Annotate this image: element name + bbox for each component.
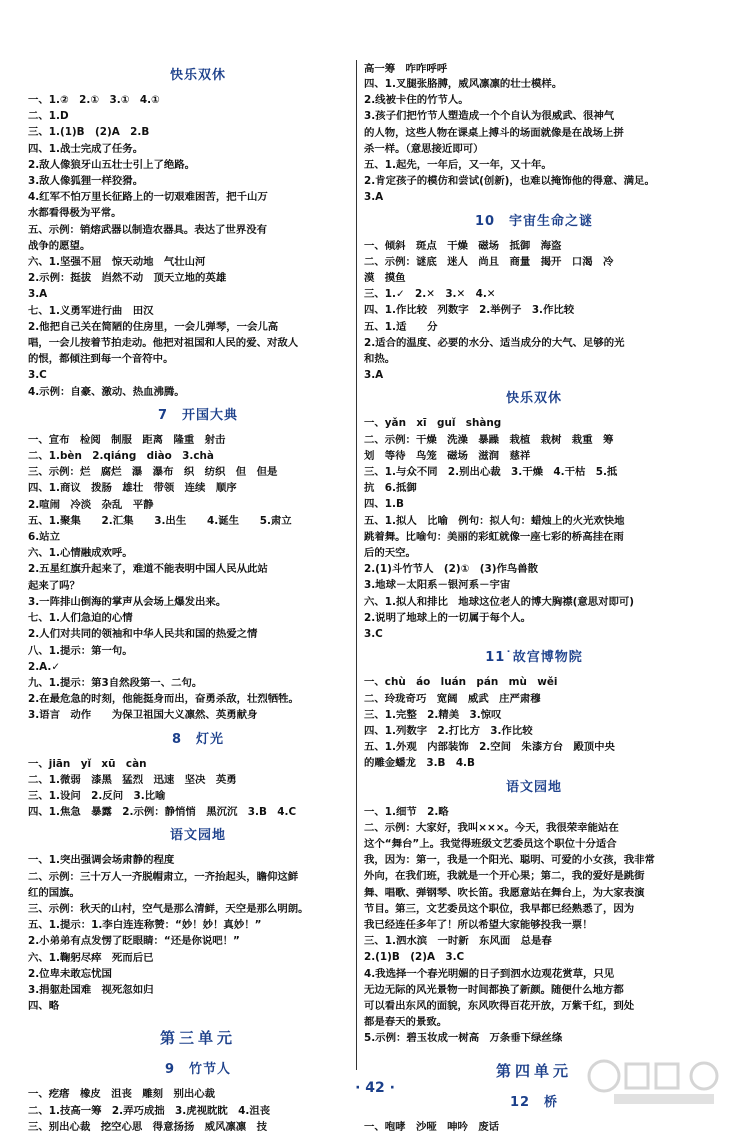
answer-line: 九、1.提示：第3自然段第一、二句。 [28, 676, 203, 689]
answer-line: 一、宣布 检阅 制服 距离 隆重 射击 [28, 433, 226, 446]
answer-line: 2.肯定孩子的模仿和尝试(创新)，也难以掩饰他的得意、满足。 [364, 175, 655, 188]
answer-line: 3.C [28, 369, 47, 382]
answer-line: 一、倾斜 斑点 干燥 磁场 抵御 海盗 [364, 239, 562, 252]
right-column [364, 76, 704, 1135]
answer-line: 水都看得极为平常。 [28, 207, 122, 220]
section-title: 7 开国大典 [157, 407, 239, 423]
answer-line: 四、1.B [364, 498, 404, 511]
answer-line: 的恨，都倾注到每一个音符中。 [28, 353, 174, 366]
unit-title: 第三单元 [159, 1029, 236, 1048]
answer-line: 五、1.拟人 比喻 例句：拟人句：蜡烛上的火光欢快地 [364, 514, 625, 527]
answer-line: 八、1.提示：第一句。 [28, 644, 133, 657]
answer-line: 二、玲珑奇巧 宽阔 威武 庄严肃穆 [364, 692, 541, 705]
answer-line: 跳着舞。比喻句：美丽的彩虹就像一座七彩的桥高挂在雨 [364, 530, 624, 543]
answer-line: 4.红军不怕万里长征路上的一切艰难困苦，把千山万 [28, 191, 268, 204]
answer-line: 二、1.D [28, 110, 69, 123]
answer-line: 和热。 [364, 353, 396, 366]
answer-line: 抗 6.抵御 [364, 482, 417, 495]
answer-line: 都是春天的景致。 [364, 1016, 448, 1029]
answer-line: 二、示例：三十万人一齐脱帽肃立，一齐抬起头，瞻仰这鲜 [28, 870, 299, 883]
answer-line: 三、1.✓ 2.✕ 3.✕ 4.✕ [364, 288, 496, 301]
answer-line: 2.位卑未敢忘忧国 [28, 967, 112, 980]
answer-line: 三、示例：秋天的山村，空气是那么清鲜，天空是那么明朗。 [28, 902, 309, 915]
answer-line: 一、1.突出强调会场肃静的程度 [28, 854, 175, 867]
answer-line: 我，因为：第一，我是一个阳光、聪明、可爱的小女孩，我非常 [364, 854, 655, 867]
answer-line: 二、示例：大家好，我叫×××。今天，我很荣幸能站在 [364, 821, 619, 834]
section-title: 语文园地 [505, 779, 562, 795]
answer-line: 一、1.细节 2.略 [364, 805, 449, 818]
answer-line: 3.地球－太阳系－银河系－宇宙 [364, 579, 511, 592]
answer-line: 六、1.鞠躬尽瘁 死而后已 [28, 951, 154, 964]
answer-line: 六、1.坚强不屈 惊天动地 气壮山河 [28, 256, 206, 269]
answer-line: 2.适合的温度、必要的水分、适当成分的大气、足够的光 [364, 336, 625, 349]
answer-line: 二、1.bèn 2.qiáng diào 3.chà [28, 450, 214, 463]
answer-line: 五、1.适 分 [364, 320, 438, 333]
answer-line: 二、示例：干燥 洗澡 暴躁 栽植 栽树 栽重 筹 [364, 433, 614, 446]
answer-line: 4.示例：自豪、激动、热血沸腾。 [28, 385, 185, 398]
answer-line: 一、疙瘩 橡皮 沮丧 雕刻 别出心裁 [28, 1088, 216, 1101]
answer-line: 七、1.义勇军进行曲 田汉 [28, 304, 154, 317]
answer-line: 一、咆哮 沙哑 呻吟 废话 [364, 1120, 500, 1133]
answer-line: 3.孩子们把竹节人塑造成一个个自认为很威武、很神气 [364, 110, 615, 123]
answer-line: 五、1.聚集 2.汇集 3.出生 4.诞生 5.肃立 [28, 514, 292, 527]
answer-line: 2.示例：挺拔 岿然不动 顶天立地的英雄 [28, 272, 227, 285]
answer-line: 战争的愿望。 [28, 239, 91, 252]
answer-line: 一、1.② 2.① 3.① 4.① [28, 94, 160, 106]
answer-line: 红的国旗。 [28, 886, 80, 899]
section-title: 快乐双休 [505, 391, 562, 407]
section-title: 快乐双休 [169, 68, 226, 83]
answer-line: 一、yǎn xī guǐ shàng [364, 417, 502, 430]
answer-line: 3.一阵排山倒海的掌声从会场上爆发出来。 [28, 595, 227, 608]
answer-line: 2.人们对共同的领袖和中华人民共和国的热爱之情 [28, 628, 258, 641]
answer-line: 三、1.与众不同 2.别出心裁 3.干燥 4.干枯 5.抵 [364, 466, 618, 479]
answer-line: 四、1.作比较 列数字 2.举例子 3.作比较 [364, 304, 575, 317]
answer-line: 2.他把自己关在简陋的住房里，一会儿弹琴，一会儿高 [28, 320, 279, 333]
answer-line: 三、1.(1)B (2)A 2.B [28, 126, 150, 139]
answer-line: 三、1.完整 2.精美 3.惊叹 [364, 708, 502, 721]
answer-line: 五、示例：销熔武器以制造农器具。表达了世界没有 [28, 223, 267, 236]
answer-line: 的人物，这些人物在课桌上搏斗的场面就像是在战场上拼 [364, 126, 624, 139]
answer-line: 杀一样。（意思接近即可） [364, 142, 484, 155]
answer-line: 七、1.人们急迫的心情 [28, 612, 133, 625]
answer-line: 外向，在我们班，我就是一个开心果；第二，我的爱好是跳街 [364, 870, 645, 883]
answer-line: 这个“舞台”上。我觉得班级文艺委员这个职位十分适合 [364, 837, 617, 850]
answer-line: 二、1.技高一筹 2.弄巧成拙 3.虎视眈眈 4.沮丧 [28, 1104, 271, 1117]
answer-line: 2.五星红旗升起来了，难道不能表明中国人民从此站 [28, 563, 268, 576]
answer-line: 四、1.商议 拨肠 雄壮 带领 连续 顺序 [28, 482, 237, 495]
answer-line: 6.站立 [28, 531, 60, 544]
answer-line: 五、1.提示：1.李白连连称赞：“妙！妙！真妙！” [28, 919, 262, 932]
continued-text: 高一筹 咋咋呼呼 [364, 63, 448, 75]
unit-title: 第四单元 [495, 1061, 572, 1080]
section-title: 10 宇宙生命之谜 [474, 213, 594, 229]
section-title: 9 竹节人 [164, 1062, 232, 1078]
section-title: 语文园地 [169, 828, 226, 844]
answer-line: 漠 摸鱼 [364, 272, 406, 285]
answer-line: 3.A [28, 288, 48, 301]
answer-line: 4.我选择一个春光明媚的日子到泗水边观花赏草，只见 [364, 967, 615, 980]
answer-line: 3.A [364, 369, 384, 382]
answer-line: 五、1.起先，一年后，又一年，又十年。 [364, 159, 552, 172]
answer-line: 舞、唱歌、弹钢琴、吹长笛。我愿意站在舞台上，为大家表演 [364, 886, 645, 899]
answer-line: 可以看出东风的面貌，东风吹得百花开放，万紫千红，到处 [364, 999, 635, 1012]
answer-line: 六、1.拟人和排比 地球这位老人的博大胸襟(意思对即可) [364, 595, 635, 608]
answer-line: 一、chù áo luán pán mù wěi [364, 676, 558, 689]
section-title: 11˙故宫博物院 [485, 650, 583, 666]
section-title: 12 桥 [509, 1094, 559, 1110]
answer-line: 2.(1)B (2)A 3.C [364, 951, 465, 964]
answer-line: 5.示例：碧玉妆成一树高 万条垂下绿丝绦 [364, 1032, 563, 1045]
watermark-logo [584, 1054, 734, 1109]
answer-line: 3.语言 动作 为保卫祖国大义凛然、英勇献身 [28, 709, 258, 722]
answer-line: 3.A [364, 191, 384, 204]
answer-line: 三、别出心裁 挖空心思 得意扬扬 威风凛凛 技 [28, 1120, 267, 1133]
answer-line: 六、1.心情融成欢呼。 [28, 547, 133, 560]
answer-line: 3.C [364, 628, 383, 641]
answer-line: 后的天空。 [364, 547, 416, 560]
answer-line: 3.敌人像狐狸一样狡猾。 [28, 175, 144, 188]
answer-line: 四、1.叉腿张胳膊，威风凛凛的壮士模样。 [364, 78, 563, 90]
answer-line: 二、示例：谜底 迷人 尚且 商量 揭开 口渴 冷 [364, 255, 614, 268]
answer-line: 无边无际的风光景物一时间都换了新颜。随便什么地方都 [364, 983, 624, 996]
answer-line: 2.小弟弟有点发愣了眨眼睛：“还是你说吧！” [28, 935, 240, 948]
answer-line: 唱，一会儿按着节拍走动。他把对祖国和人民的爱、对敌人 [28, 337, 299, 350]
answer-line: 四、略 [28, 1000, 60, 1013]
answer-line: 三、示例：烂 腐烂 瀑 瀑布 织 纺织 但 但是 [28, 466, 278, 479]
column-divider [356, 60, 357, 1070]
answer-line: 2.在最危急的时刻，他能挺身而出，奋勇杀敌，壮烈牺牲。 [28, 693, 299, 706]
answer-line: 的雕金蟠龙 3.B 4.B [364, 757, 475, 770]
answer-line: 一、jiān yǐ xū càn [28, 757, 147, 770]
answer-line: 三、1.设问 2.反问 3.比喻 [28, 789, 166, 802]
answer-line: 我已经连任多年了！所以希望大家能够投我一票！ [364, 918, 593, 931]
answer-line: 2.说明了地球上的一切属于每个人。 [364, 611, 532, 624]
answer-line: 四、1.战士完成了任务。 [28, 142, 144, 155]
answer-line: 2.A.✓ [28, 660, 61, 673]
left-column [28, 60, 368, 1135]
answer-line: 五、1.外观 内部装饰 2.空间 朱漆方台 殿顶中央 [364, 741, 615, 754]
page-number: · 42 · [355, 1080, 395, 1096]
section-title: 8 灯光 [171, 731, 225, 747]
answer-line: 二、1.微弱 漆黑 猛烈 迅速 坚决 英勇 [28, 773, 237, 786]
answer-line: 起来了吗？ [28, 579, 80, 592]
answer-line: 划 等待 鸟笼 磁场 滋润 慈祥 [364, 449, 531, 462]
answer-line: 2.喧闹 冷淡 杂乱 平静 [28, 498, 154, 511]
answer-line: 四、1.焦急 暴露 2.示例：静悄悄 黑沉沉 3.B 4.C [28, 806, 297, 819]
answer-line: 2.(1)斗竹节人 (2)① (3)作鸟兽散 [364, 563, 539, 576]
answer-line: 三、1.泗水滨 一时新 东风面 总是春 [364, 935, 552, 948]
answer-line: 节目。第三，文艺委员这个职位，我早都已经熟悉了，因为 [364, 902, 635, 915]
answer-line: 2.线被卡住的竹节人。 [364, 94, 469, 107]
answer-line: 2.敌人像狼牙山五壮士引上了绝路。 [28, 158, 196, 171]
answer-line: 3.捐躯赴国难 视死忽如归 [28, 983, 154, 996]
answer-line: 四、1.列数字 2.打比方 3.作比较 [364, 724, 533, 737]
